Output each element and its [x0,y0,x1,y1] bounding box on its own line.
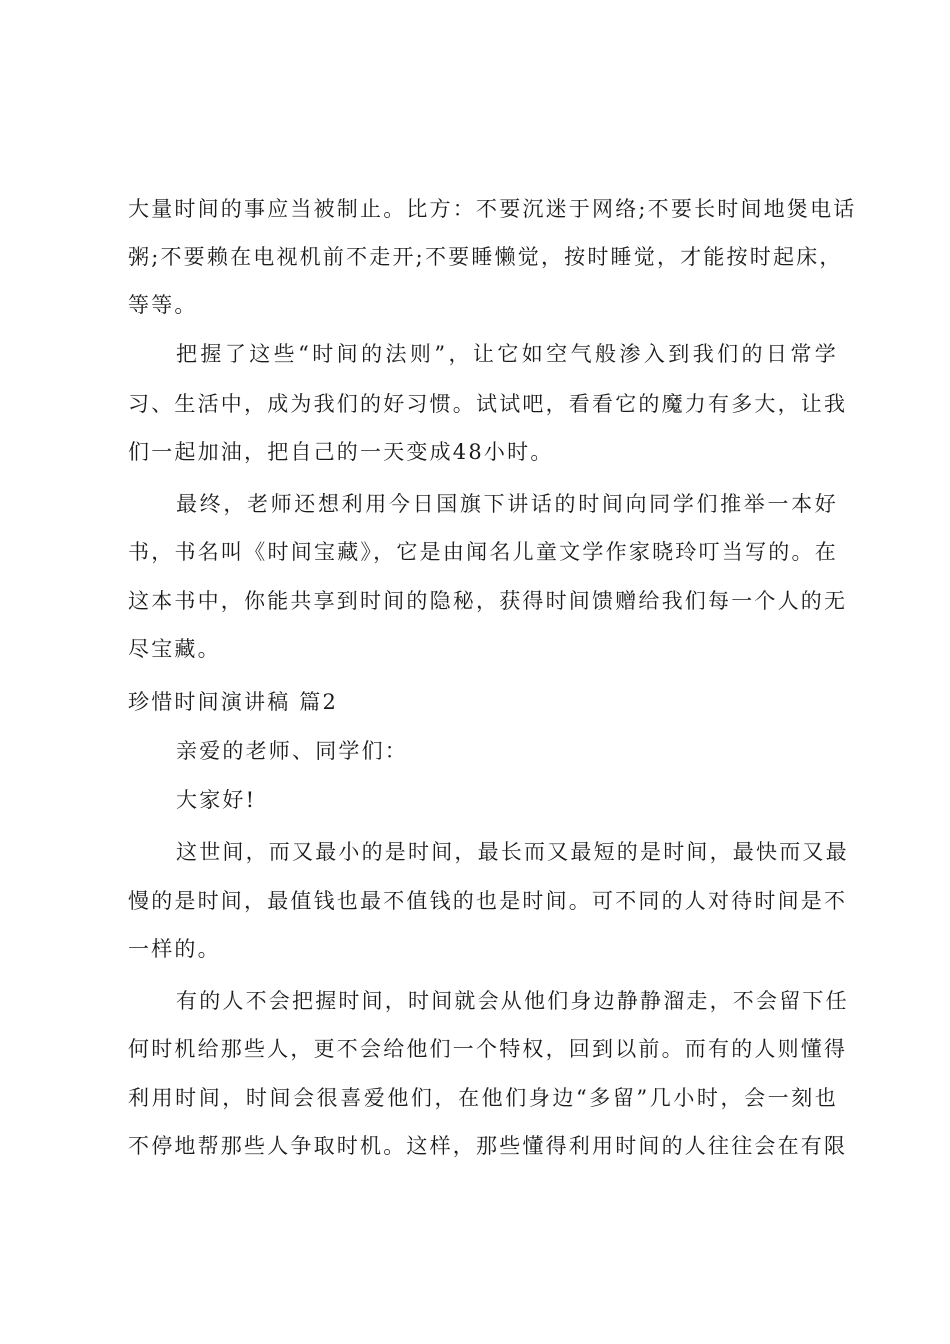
paragraph-line: 这本书中，你能共享到时间的隐秘，获得时间馈赠给我们每一个人的无 [128,589,848,613]
paragraph-line: 书，书名叫《时间宝藏》，它是由闻名儿童文学作家晓玲叮当写的。在 [128,540,838,564]
paragraph-line: 尽宝藏。 [128,637,221,661]
paragraph-line: 这世间，而又最小的是时间，最长而又最短的是时间，最快而又最 [176,840,849,864]
paragraph-line: 不停地帮那些人争取时机。这样，那些懂得利用时间的人往往会在有限 [128,1134,848,1158]
paragraph-line: 最终，老师还想利用今日国旗下讲话的时间向同学们推举一本好 [176,492,838,516]
paragraph-line: 慢的是时间，最值钱也最不值钱的也是时间。可不同的人对待时间是不 [128,889,848,913]
paragraph-line: 一样的。 [128,937,221,961]
paragraph-line: 利用时间，时间会很喜爱他们，在他们身边“多留”几小时，会一刻也 [128,1086,838,1110]
paragraph-line: 粥;不要赖在电视机前不走开;不要睡懒觉，按时睡觉，才能按时起床， [128,245,843,269]
salutation: 亲爱的老师、同学们： [176,739,408,763]
paragraph-line: 把握了这些“时间的法则”，让它如空气般渗入到我们的日常学 [176,342,838,366]
paragraph-line: 大量时间的事应当被制止。比方：不要沉迷于网络;不要长时间地煲电话 [128,197,857,221]
greeting: 大家好! [176,788,257,812]
paragraph-line: 有的人不会把握时间，时间就会从他们身边静静溜走，不会留下任 [176,989,849,1013]
paragraph-line: 等等。 [128,293,198,317]
section-heading: 珍惜时间演讲稿 篇2 [128,690,339,714]
paragraph-line: 习、生活中，成为我们的好习惯。试试吧，看看它的魔力有多大，让我 [128,392,848,416]
paragraph-line: 们一起加油，把自己的一天变成48小时。 [128,440,554,464]
paragraph-line: 何时机给那些人，更不会给他们一个特权，回到以前。而有的人则懂得 [128,1037,848,1061]
